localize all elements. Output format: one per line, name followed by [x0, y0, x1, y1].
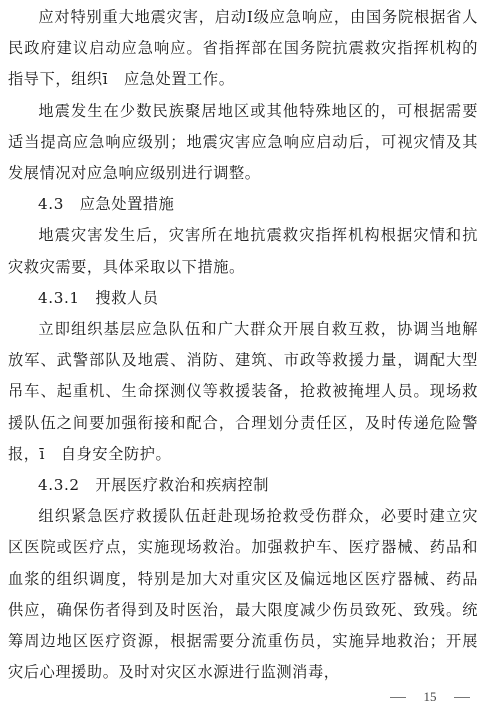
document-body	[8, 2, 478, 688]
heading-4-3-1: 4.3.1 搜救人员	[38, 288, 159, 307]
heading-4-3: 4.3 应急处置措施	[38, 195, 175, 214]
footer-dash-right	[454, 697, 470, 698]
paragraph-special-areas: 地震发生在少数民族聚居地区或其他特殊地区的，可根据需要适当提高应急响应级别；地震灾害应急响应启动后，可视灾情及其发展情况对应急响应级别进行调整。	[8, 101, 478, 183]
heading-4-3-2: 4.3.2 开展医疗救治和疾病控制	[38, 476, 270, 495]
paragraph-medical-treatment: 组织紧急医疗救援队伍赶赴现场抢救受伤群众，必要时建立灾区医院或医疗点，实施现场救治。加强救护车、医疗器械、药品和血浆的组织调度，特别是加大对重灾区及偏远地区医疗器械、药品供应，确保伤者得到及时医治，最大限度减少伤员致死、致残。统筹周边地区医疗资源，根据需要分流重伤员，实施异地救治；开展灾后心理援助。及时对灾区水源进行监测消毒，	[8, 507, 478, 682]
paragraph-level-one-response: 应对特别重大地震灾害，启动Ⅰ级应急响应，由国务院根据省人民政府建议启动应急响应。省指挥部在国务院抗震救灾指挥机构的指导下，组织ī 应急处置工作。	[8, 8, 478, 89]
footer-dash-left	[390, 697, 406, 698]
paragraph-measures-intro: 地震灾害发生后，灾害所在地抗震救灾指挥机构根据灾情和抗灾救灾需要，具体采取以下措施。	[8, 226, 478, 276]
page-number: 15	[423, 689, 437, 704]
page-footer	[390, 686, 470, 708]
paragraph-rescue-personnel: 立即组织基层应急队伍和广大群众开展自救互救，协调当地解放军、武警部队及地震、消防、建筑、市政等救援力量，调配大型吊车、起重机、生命探测仪等救援装备，抢救被掩埋人员。现场救援队伍之间要加强衔接和配合，合理划分责任区，及时传递危险警报，ī 自身安全防护。	[8, 320, 478, 463]
